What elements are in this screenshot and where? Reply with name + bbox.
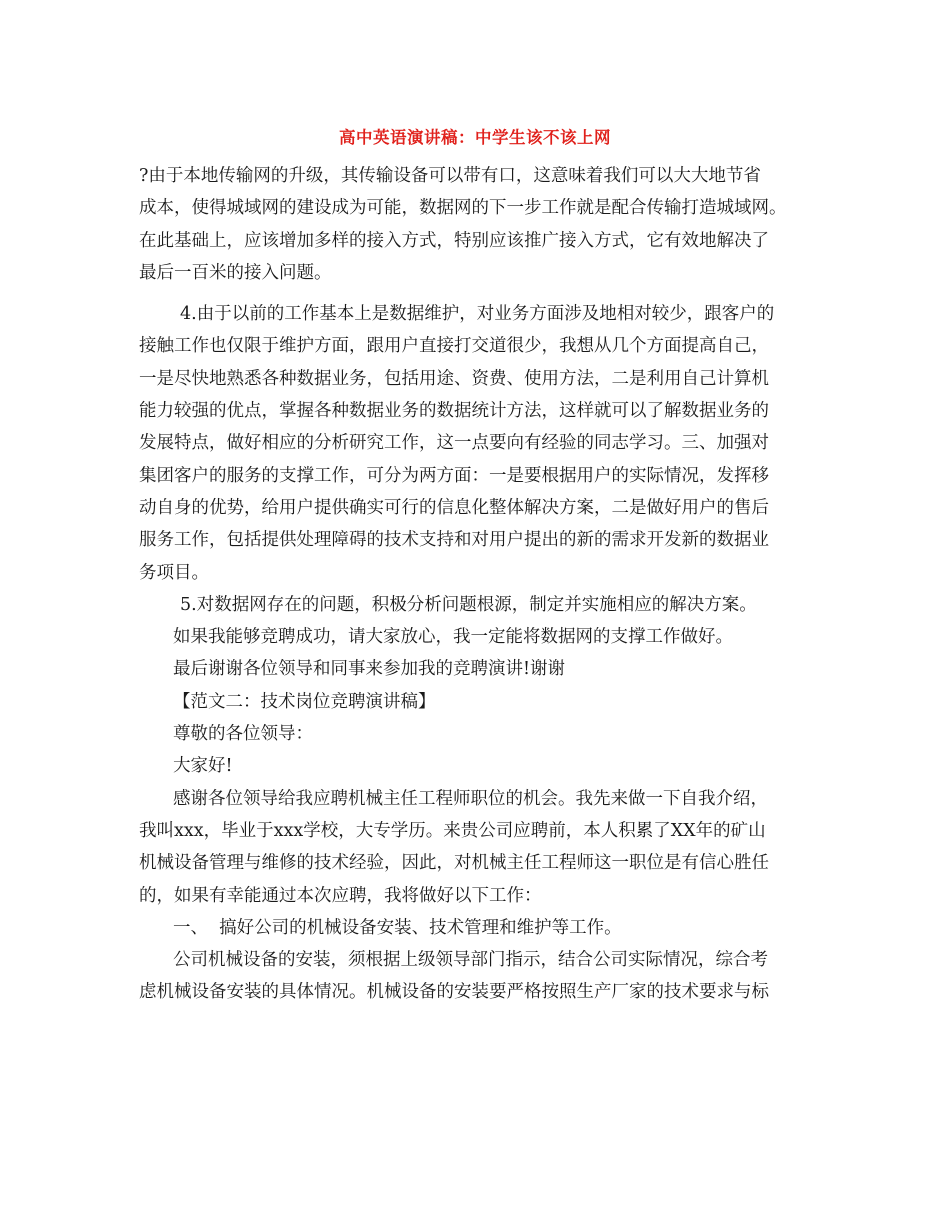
list-item: 一、 搞好公司的机械设备安装、技术管理和维护等工作。 xyxy=(173,917,622,938)
salutation: 尊敬的各位领导： xyxy=(173,724,313,745)
text-line: 能力较强的优点，掌握各种数据业务的数据统计方法，这样就可以了解数据业务的 xyxy=(139,401,769,422)
text-line: 务项目。 xyxy=(139,562,209,583)
text-line: 4.由于以前的工作基本上是数据维护，对业务方面涉及地相对较少，跟客户的 xyxy=(180,304,775,325)
paragraph: 5.对数据网存在的问题，积极分析问题根源，制定并实施相应的解决方案。 xyxy=(180,594,757,615)
text-line: 成本，使得城域网的建设成为可能，数据网的下一步工作就是配合传输打造城域网。 xyxy=(139,198,787,219)
paragraph xyxy=(139,298,819,589)
paragraph: 如果我能够竞聘成功，请大家放心，我一定能将数据网的支撑工作做好。 xyxy=(173,627,733,648)
document-title: 高中英语演讲稿：中学生该不该上网 xyxy=(339,128,611,147)
text-line: ?由于本地传输网的升级，其传输设备可以带有口，这意味着我们可以大大地节省 xyxy=(139,166,761,186)
paragraph: 最后谢谢各位领导和同事来参加我的竞聘演讲!谢谢 xyxy=(173,659,566,680)
greeting: 大家好! xyxy=(173,756,233,777)
text-line: 动自身的优势，给用户提供确实可行的信息化整体解决方案，二是做好用户的售后 xyxy=(139,497,769,518)
text-line: 的，如果有幸能通过本次应聘，我将做好以下工作： xyxy=(139,885,542,906)
text-line: 虑机械设备安装的具体情况。机械设备的安装要严格按照生产厂家的技术要求与标 xyxy=(139,982,769,1003)
text-line: 接触工作也仅限于维护方面，跟用户直接打交道很少，我想从几个方面提高自己， xyxy=(139,336,769,357)
text-line: 机械设备管理与维修的技术经验，因此，对机械主任工程师这一职位是有信心胜任 xyxy=(139,853,769,874)
text-line: 集团客户的服务的支撑工作，可分为两方面：一是要根据用户的实际情况，发挥移 xyxy=(139,465,769,486)
document-body xyxy=(139,160,819,1009)
text-line: 公司机械设备的安装，须根据上级领导部门指示，结合公司实际情况，综合考 xyxy=(173,950,768,971)
text-line: 最后一百米的接入问题。 xyxy=(139,262,332,283)
paragraph xyxy=(139,783,819,912)
paragraph xyxy=(139,160,819,289)
text-line: 发展特点，做好相应的分析研究工作，这一点要向有经验的同志学习。三、加强对 xyxy=(139,433,769,454)
text-line: 我叫xxx，毕业于xxx学校，大专学历。来贵公司应聘前，本人积累了XX年的矿山 xyxy=(139,820,766,841)
section-heading: 【范文二：技术岗位竞聘演讲稿】 xyxy=(173,691,436,712)
text-line: 服务工作，包括提供处理障碍的技术支持和对用户提出的新的需求开发新的数据业 xyxy=(139,530,769,551)
text-line: 在此基础上，应该增加多样的接入方式，特别应该推广接入方式，它有效地解决了 xyxy=(139,230,769,251)
text-line: 感谢各位领导给我应聘机械主任工程师职位的机会。我先来做一下自我介绍， xyxy=(173,788,768,809)
paragraph xyxy=(139,944,819,1009)
text-line: 一是尽快地熟悉各种数据业务，包括用途、资费、使用方法，二是利用自己计算机 xyxy=(139,368,769,389)
